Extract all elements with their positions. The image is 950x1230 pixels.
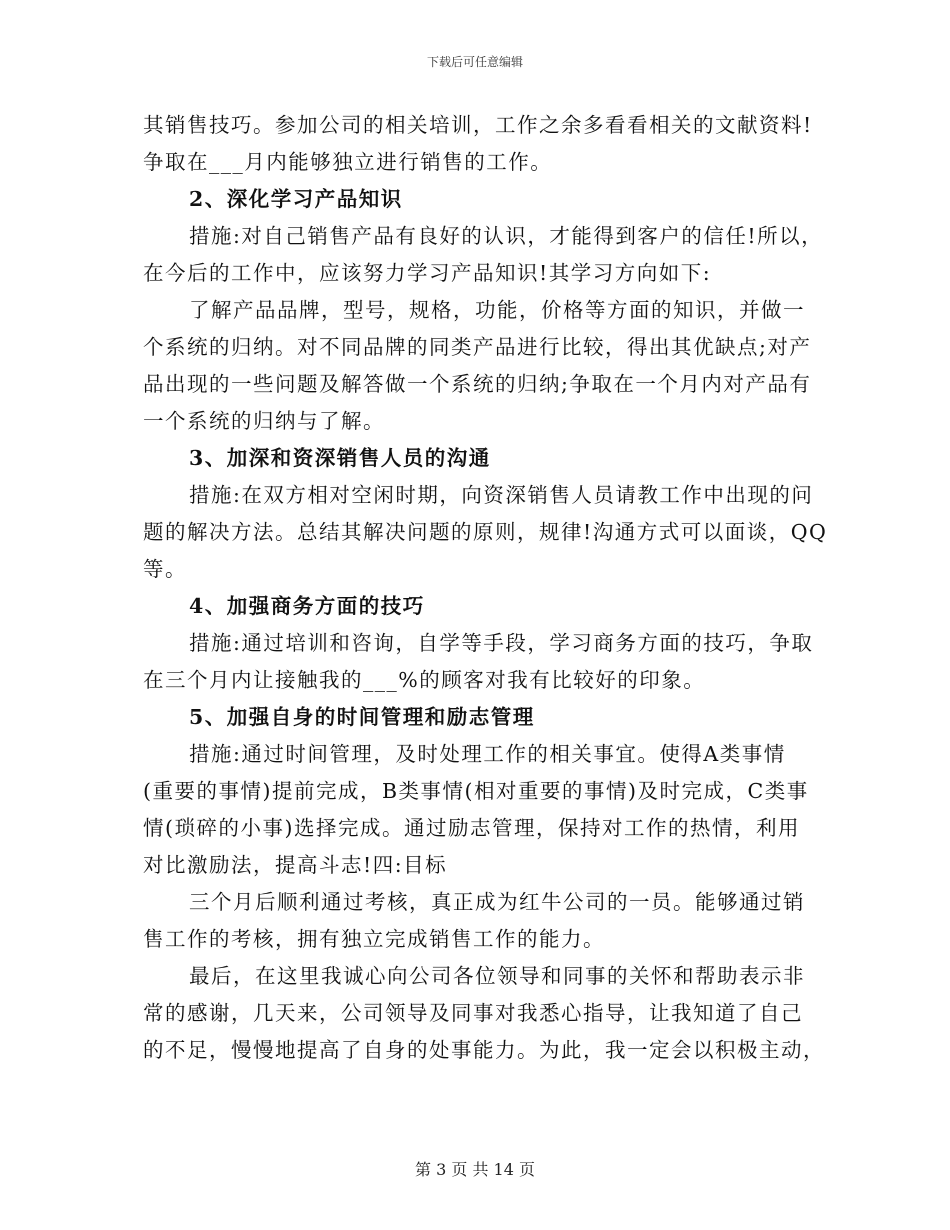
- paragraph-line: 措施:通过时间管理，及时处理工作的相关事宜。使得A类事情: [189, 742, 786, 766]
- paragraph-line: 其销售技巧。参加公司的相关培训，工作之余多看看相关的文献资料!: [143, 113, 813, 137]
- paragraph-line: 常的感谢，几天来，公司领导及同事对我悉心指导，让我知道了自己: [143, 1001, 803, 1025]
- paragraph-line: 的不足，慢慢地提高了自身的处事能力。为此，我一定会以积极主动，: [143, 1038, 825, 1062]
- paragraph-line: 在今后的工作中，应该努力学习产品知识!其学习方向如下:: [143, 261, 712, 285]
- paragraph-line: 在三个月内让接触我的___%的顾客对我有比较好的印象。: [143, 668, 706, 692]
- paragraph-line: 对比激励法，提高斗志!四:目标: [143, 853, 448, 877]
- section-heading: 5、加强自身的时间管理和励志管理: [189, 705, 535, 729]
- section-heading: 3、加深和资深销售人员的沟通: [189, 446, 491, 470]
- paragraph-line: 情(琐碎的小事)选择完成。通过励志管理，保持对工作的热情，利用: [143, 816, 800, 840]
- page-footer: 第 3 页 共 14 页: [415, 1160, 535, 1179]
- paragraph-line: 题的解决方法。总结其解决问题的原则，规律!沟通方式可以面谈，QQ: [143, 520, 828, 544]
- section-heading: 2、深化学习产品知识: [189, 187, 403, 211]
- page-header: 下载后可任意编辑: [426, 55, 523, 69]
- paragraph-line: 售工作的考核，拥有独立完成销售工作的能力。: [143, 927, 605, 951]
- paragraph-line: 三个月后顺利通过考核，真正成为红牛公司的一员。能够通过销: [189, 890, 805, 914]
- paragraph-line: 一个系统的归纳与了解。: [143, 409, 385, 433]
- paragraph-line: 等。: [143, 557, 187, 581]
- paragraph-line: 个系统的归纳。对不同品牌的同类产品进行比较，得出其优缺点;对产: [143, 335, 812, 359]
- paragraph-line: 最后，在这里我诚心向公司各位领导和同事的关怀和帮助表示非: [189, 964, 805, 988]
- paragraph-line: 措施:通过培训和咨询，自学等手段，学习商务方面的技巧，争取: [189, 631, 814, 655]
- paragraph-line: (重要的事情)提前完成，B类事情(相对重要的事情)及时完成，C类事: [143, 779, 809, 803]
- document-body: [143, 107, 828, 1069]
- paragraph-line: 措施:对自己销售产品有良好的认识，才能得到客户的信任!所以，: [189, 224, 824, 248]
- section-heading: 4、加强商务方面的技巧: [189, 594, 425, 618]
- paragraph-line: 措施:在双方相对空闲时期，向资深销售人员请教工作中出现的问: [189, 483, 814, 507]
- paragraph-line: 争取在___月内能够独立进行销售的工作。: [143, 150, 553, 174]
- paragraph-line: 品出现的一些问题及解答做一个系统的归纳;争取在一个月内对产品有: [143, 372, 812, 396]
- paragraph-line: 了解产品品牌，型号，规格，功能，价格等方面的知识，并做一: [189, 298, 805, 322]
